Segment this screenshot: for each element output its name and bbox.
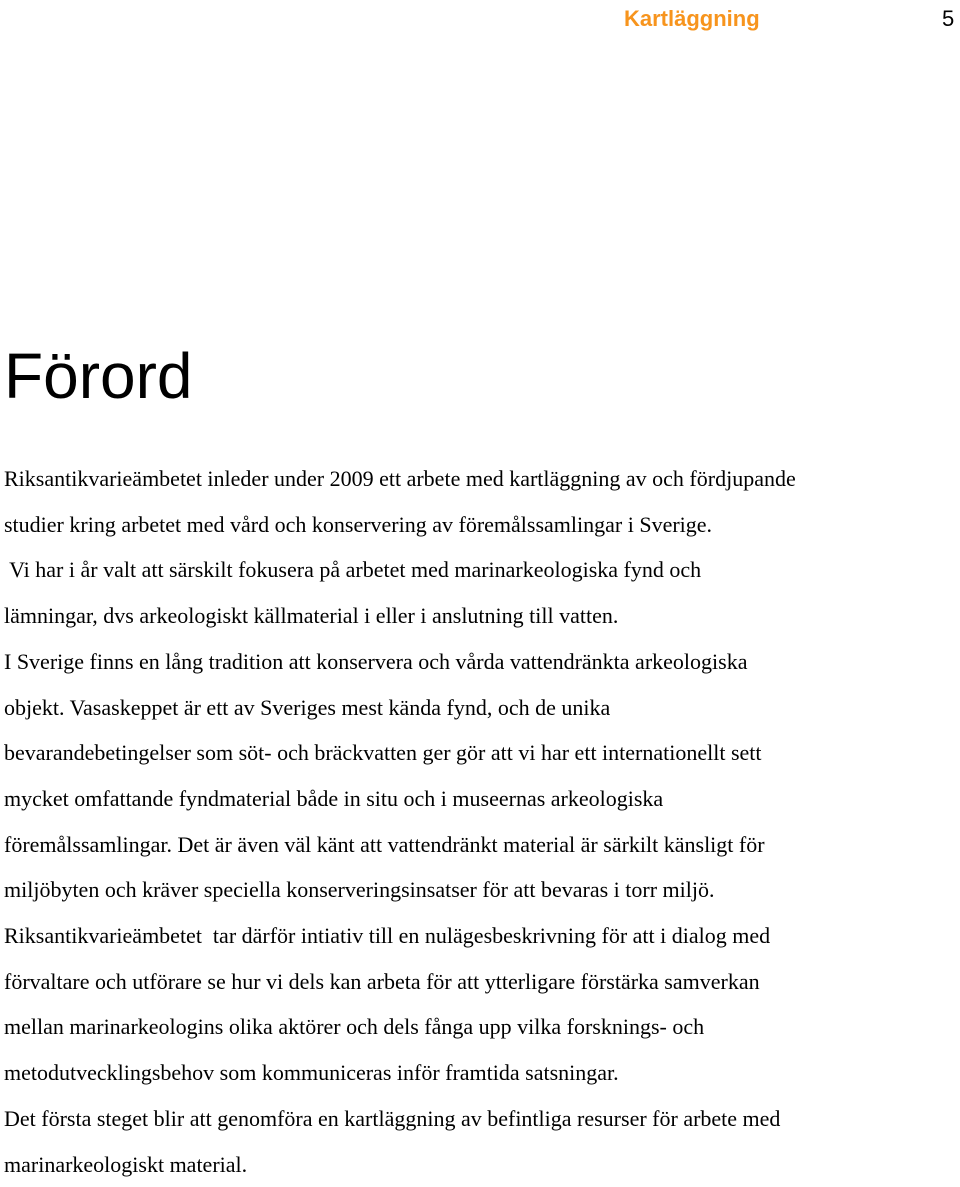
body-text <box>4 456 956 1187</box>
section-title: Kartläggning <box>624 6 760 31</box>
body-line: objekt. Vasaskeppet är ett av Sveriges mest kända fynd, och de unika <box>4 694 611 720</box>
body-line: förvaltare och utförare se hur vi dels kan arbeta för att ytterligare förstärka samverkan <box>4 968 760 994</box>
body-line: metodutvecklingsbehov som kommuniceras inför framtida satsningar. <box>4 1060 619 1086</box>
body-line: Vi har i år valt att särskilt fokusera på arbetet med marinarkeologiska fynd och <box>4 557 702 583</box>
page-number: 5 <box>942 6 955 31</box>
body-line: marinarkeologiskt material. <box>4 1151 248 1177</box>
body-line: mellan marinarkeologins olika aktörer och dels fånga upp vilka forsknings- och <box>4 1014 705 1040</box>
page-title: Förord <box>4 340 193 412</box>
body-line: Riksantikvarieämbetet inleder under 2009 ett arbete med kartläggning av och fördjupande <box>4 466 796 491</box>
body-line: studier kring arbetet med vård och konservering av föremålssamlingar i Sverige. <box>4 511 713 537</box>
body-line: lämningar, dvs arkeologiskt källmaterial i eller i anslutning till vatten. <box>4 603 619 629</box>
body-line: föremålssamlingar. Det är även väl känt att vattendränkt material är särkilt känsligt för <box>4 831 765 857</box>
body-line: I Sverige finns en lång tradition att konservera och vårda vattendränkta arkeologiska <box>4 648 748 674</box>
body-line: bevarandebetingelser som söt- och bräckvatten ger gör att vi har ett internationellt sett <box>4 740 762 766</box>
body-line: Det första steget blir att genomföra en kartläggning av befintliga resurser för arbete med <box>4 1105 781 1131</box>
body-line: miljöbyten och kräver speciella konserveringsinsatser för att bevaras i torr miljö. <box>4 877 715 903</box>
body-line: mycket omfattande fyndmaterial både in situ och i museernas arkeologiska <box>4 785 664 811</box>
page-header <box>0 4 960 34</box>
body-line: Riksantikvarieämbetet tar därför intiativ till en nulägesbeskrivning för att i dialog med <box>4 923 771 949</box>
